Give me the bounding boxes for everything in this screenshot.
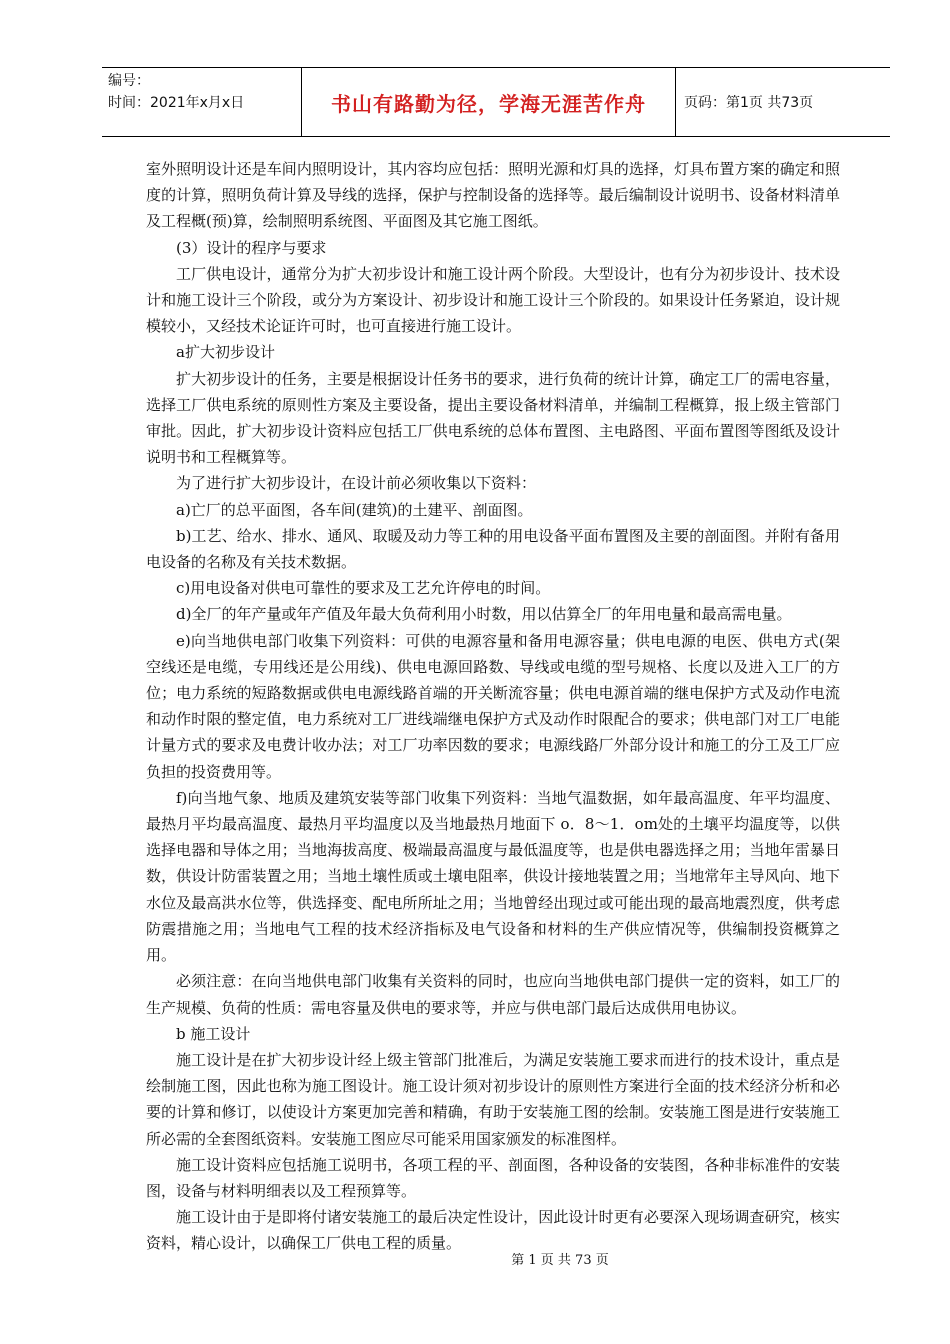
document-number-label: 编号： (108, 73, 150, 89)
list-item: e)向当地供电部门收集下列资料：可供的电源容量和备用电源容量；供电电源的电医、供电方式(架空线还是电缆，专用线还是公用线)、供电电源回路数、导线或电缆的型号规格、长度以及进入工厂的方位；电力系统的短路数据或供电电源线路首端的开关断流容量；供电电源首端的继电保护方式及动作电流和动作时限的整定值，电力系统对工厂进线端继电保护方式及动作时限配合的要求；供电部门对工厂电能计量方式的要求及电费计收办法；对工厂功率因数的要求；电源线路厂外部分设计和施工的分工及工厂应负担的投资费用等。 (146, 631, 840, 781)
header-motto-cell (302, 68, 676, 136)
list-item: b)工艺、给水、排水、通风、取暖及动力等工种的用电设备平面布置图及主要的剖面图。并附有备用电设备的名称及有关技术数据。 (146, 526, 840, 572)
list-item: d)全厂的年产量或年产值及年最大负荷利用小时数，用以估算全厂的年用电量和最高需电量。 (176, 605, 792, 624)
list-item: f)向当地气象、地质及建筑安装等部门收集下列资料：当地气温数据，如年最高温度、年平均温度、最热月平均最高温度、最热月平均温度以及当地最热月地面下 o．8～1．om处的土壤平均温度等，以供选择电器和导体之用；当地海拔高度、极端最高温度与最低温度等，也是供电器选择之用；当地年雷暴日数，供设计防雷装置之用；当地土壤性质或土壤电阻率，供设计接地装置之用；当地常年主导风向、地下水位及最高洪水位等，供选择变、配电所所址之用；当地曾经出现过或可能出现的最高地震烈度，供考虑防震措施之用；当地电气工程的技术经济指标及电气设备和材料的生产供应情况等，供编制投资概算之用。 (146, 788, 840, 965)
page-footer (0, 1249, 950, 1268)
header-page-cell (676, 68, 890, 136)
paragraph: 必须注意：在向当地供电部门收集有关资料的同时，也应向当地供电部门提供一定的资料，如工厂的生产规模、负荷的性质：需电容量及供电的要求等，并应与供电部门最后达成供用电协议。 (146, 972, 840, 1017)
list-item: a)亡厂的总平面图，各车间(建筑)的土建平、剖面图。 (176, 500, 533, 519)
header-motto: 书山有路勤为径，学海无涯苦作舟 (331, 91, 646, 116)
header-meta (102, 68, 302, 136)
paragraph: 工厂供电设计，通常分为扩大初步设计和施工设计两个阶段。大型设计，也有分为初步设计、技术设计和施工设计三个阶段，或分为方案设计、初步设计和施工设计三个阶段的。如果设计任务紧迫，设计规模较小，又经技术论证许可时，也可直接进行施工设计。 (146, 264, 840, 336)
paragraph: 施工设计资料应包括施工说明书，各项工程的平、剖面图，各种设备的安装图，各种非标准件的安装图，设备与材料明细表以及工程预算等。 (146, 1155, 840, 1200)
subsection-heading: b 施工设计 (176, 1024, 251, 1043)
header-page-label: 页码：第1页 共73页 (684, 95, 814, 111)
paragraph: 施工设计由于是即将付诸安装施工的最后决定性设计，因此设计时更有必要深入现场调查研究，核实资料，精心设计，以确保工厂供电工程的质量。 (146, 1208, 840, 1253)
list-item: c)用电设备对供电可靠性的要求及工艺允许停电的时间。 (176, 579, 551, 598)
page-header (102, 67, 890, 137)
paragraph: 扩大初步设计的任务，主要是根据设计任务书的要求，进行负荷的统计计算，确定工厂的需电容量，选择工厂供电系统的原则性方案及主要设备，提出主要设备材料清单，并编制工程概算，报上级主管部门审批。因此，扩大初步设计资料应包括工厂供电系统的总体布置图、主电路图、平面布置图等图纸及设计说明书和工程概算等。 (146, 369, 840, 467)
footer-page-number: 第 1 页 共 73 页 (511, 1253, 609, 1268)
section-heading: (3）设计的程序与要求 (176, 238, 327, 257)
subsection-heading: a扩大初步设计 (176, 343, 275, 362)
document-body (146, 156, 840, 1257)
paragraph: 施工设计是在扩大初步设计经上级主管部门批准后，为满足安装施工要求而进行的技术设计，重点是绘制施工图，因此也称为施工图设计。施工设计须对初步设计的原则性方案进行全面的技术经济分析和必要的计算和修订，以使设计方案更加完善和精确，有助于安装施工图的绘制。安装施工图是进行安装施工所必需的全套图纸资料。安装施工图应尽可能采用国家颁发的标准图样。 (146, 1050, 840, 1148)
paragraph: 室外照明设计还是车间内照明设计，其内容均应包括：照明光源和灯具的选择，灯具布置方案的确定和照度的计算，照明负荷计算及导线的选择，保护与控制设备的选择等。最后编制设计说明书、设备材料清单及工程概(预)算，绘制照明系统图、平面图及其它施工图纸。 (146, 160, 840, 231)
paragraph: 为了进行扩大初步设计，在设计前必须收集以下资料： (176, 474, 537, 493)
document-time-label: 时间：2021年x月x日 (108, 95, 245, 111)
